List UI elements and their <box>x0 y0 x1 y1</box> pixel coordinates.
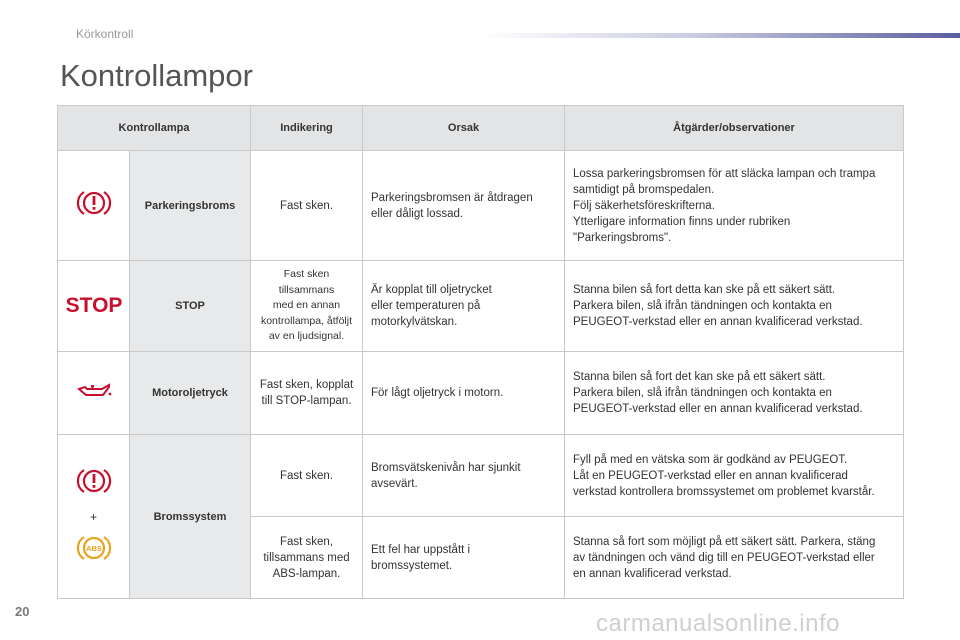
section-label: Körkontroll <box>76 27 134 41</box>
cause: Bromsvätskenivån har sjunkit avsevärt. <box>363 435 565 517</box>
parking-brake-warning-icon <box>77 188 111 218</box>
brake-warning-icon <box>77 466 111 496</box>
svg-text:STOP: STOP <box>65 293 122 317</box>
icon-cell <box>58 151 130 261</box>
svg-text:ABS: ABS <box>85 543 102 553</box>
table-row <box>58 435 904 517</box>
column-header: Åtgärder/observationer <box>565 106 904 151</box>
icon-cell <box>58 261 130 352</box>
action: Stanna bilen så fort det kan ske på ett säkert sätt. Parkera bilen, slå ifrån tändningen och kontakta en PEUGEOT-verkstad eller en annan kvalificerad verkstad. <box>565 352 904 435</box>
table-row <box>58 352 904 435</box>
column-header: Kontrollampa <box>58 106 251 151</box>
oil-pressure-icon <box>76 381 112 401</box>
light-name: STOP <box>130 261 251 352</box>
icon-cell <box>58 352 130 435</box>
cause: För lågt oljetryck i motorn. <box>363 352 565 435</box>
page-number: 20 <box>15 604 30 619</box>
indication: Fast sken. <box>251 435 363 517</box>
indication: Fast sken, kopplat till STOP-lampan. <box>251 352 363 435</box>
page-title: Kontrollampor <box>60 58 253 93</box>
light-name: Motoroljetryck <box>130 352 251 435</box>
action: Lossa parkeringsbromsen för att släcka lampan och trampa samtidigt på bromspedalen. Följ säkerhetsföreskrifterna. Ytterligare information finns under rubriken "Parkeringsbroms". <box>565 151 904 261</box>
light-name: Bromssystem <box>130 435 251 599</box>
indication: Fast sken. <box>251 151 363 261</box>
column-header: Indikering <box>251 106 363 151</box>
table-header-row <box>58 106 904 151</box>
action: Stanna bilen så fort detta kan ske på ett säkert sätt. Parkera bilen, slå ifrån tändningen och kontakta en PEUGEOT-verkstad eller en annan kvalificerad verkstad. <box>565 261 904 352</box>
watermark: carmanualsonline.info <box>596 610 840 637</box>
abs-warning-icon <box>77 533 111 563</box>
warning-lights-table <box>57 105 904 599</box>
icon-cell <box>58 435 130 599</box>
column-header: Orsak <box>363 106 565 151</box>
action: Stanna så fort som möjligt på ett säkert sätt. Parkera, stäng av tändningen och vänd dig till en PEUGEOT-verkstad eller en annan kvalificerad verkstad. <box>565 517 904 599</box>
header-gradient-bar <box>480 33 960 38</box>
plus-sign: + <box>89 509 97 524</box>
action: Fyll på med en vätska som är godkänd av PEUGEOT. Låt en PEUGEOT-verkstad eller en annan kvalificerad verkstad kontrollera bromssystemet om problemet kvarstår. <box>565 435 904 517</box>
cause: Ett fel har uppstått i bromssystemet. <box>363 517 565 599</box>
table-row <box>58 151 904 261</box>
indication: Fast sken tillsammans med en annan kontrollampa, åtföljt av en ljudsignal. <box>251 261 363 352</box>
indication: Fast sken, tillsammans med ABS-lampan. <box>251 517 363 599</box>
light-name: Parkeringsbroms <box>130 151 251 261</box>
stop-icon <box>65 293 122 317</box>
cause: Är kopplat till oljetrycket eller temperaturen på motorkylvätskan. <box>363 261 565 352</box>
table-row <box>58 261 904 352</box>
cause: Parkeringsbromsen är åtdragen eller dåligt lossad. <box>363 151 565 261</box>
